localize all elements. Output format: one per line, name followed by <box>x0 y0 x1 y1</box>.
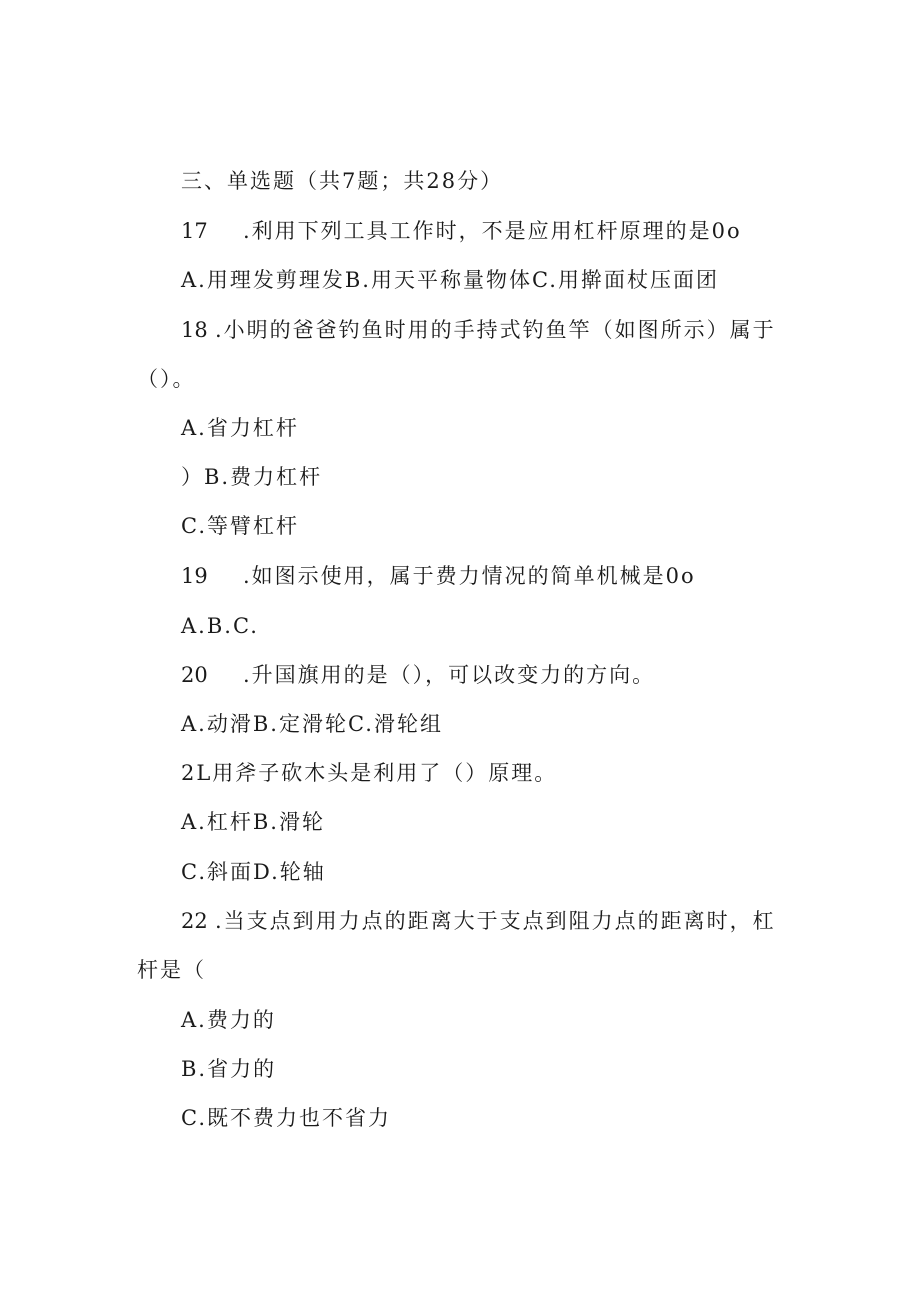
question-stem: .当支点到用力点的距离大于支点到阻力点的距离时，杠 <box>215 909 776 933</box>
question-22-option-c: C.既不费力也不省力 <box>181 1106 391 1130</box>
question-number: 18 <box>181 318 208 342</box>
question-20-options: A.动滑B.定滑轮C.滑轮组 <box>181 712 443 736</box>
question-22-option-a: A.费力的 <box>181 1008 276 1032</box>
question-number: 20 <box>181 663 208 687</box>
question-stem: .如图示使用，属于费力情况的简单机械是0o <box>243 564 696 588</box>
question-18-stem-continued: （）。 <box>137 367 196 391</box>
question-21-options-row-1: A.杠杆B.滑轮 <box>181 810 325 834</box>
question-18-option-c: C.等臂杠杆 <box>181 514 299 538</box>
question-stem: .小明的爸爸钓鱼时用的手持式钓鱼竿（如图所示）属于 <box>215 318 776 342</box>
question-21-options-row-2: C.斜面D.轮轴 <box>181 860 326 884</box>
question-18-option-a: A.省力杠杆 <box>181 416 299 440</box>
question-stem: .升国旗用的是（），可以改变力的方向。 <box>243 663 656 687</box>
question-22 <box>181 907 776 935</box>
question-22-stem-continued: 杆是（ <box>137 958 206 982</box>
question-stem: .利用下列工具工作时，不是应用杠杆原理的是0o <box>243 219 742 243</box>
question-20 <box>181 661 655 689</box>
question-17 <box>181 217 742 245</box>
question-18 <box>181 316 776 344</box>
question-number: 19 <box>181 564 208 588</box>
question-22-option-b: B.省力的 <box>181 1057 277 1081</box>
question-19-options: A.B.C. <box>181 614 259 638</box>
question-21: 2L用斧子砍木头是利用了（）原理。 <box>181 761 558 785</box>
section-title: 三、单选题（共7题；共28分） <box>181 169 504 193</box>
question-18-option-b: ）B.费力杠杆 <box>181 465 323 489</box>
question-17-options: A.用理发剪理发B.用天平称量物体C.用擀面杖压面团 <box>181 268 719 292</box>
question-19 <box>181 562 696 590</box>
question-number: 22 <box>181 909 208 933</box>
question-number: 17 <box>181 219 208 243</box>
